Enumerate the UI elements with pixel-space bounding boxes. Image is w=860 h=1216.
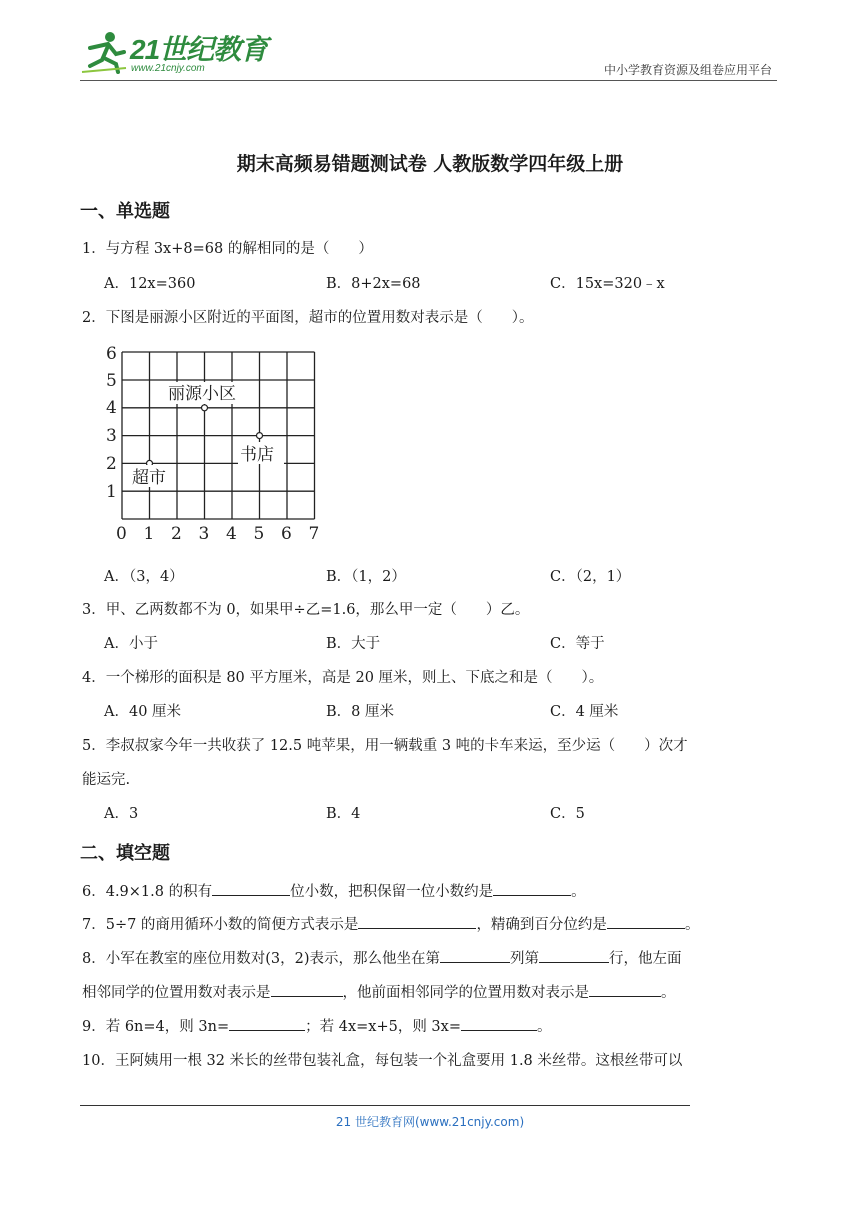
q2-option-c: C．（2，1） [550, 569, 631, 585]
label-supermarket: 超市 [132, 468, 166, 488]
q5-option-b: B．4 [326, 806, 361, 822]
footer-link[interactable]: 21 世纪教育网(www.21cnjy.com) [335, 1115, 525, 1129]
y-tick-4: 4 [106, 398, 117, 418]
header-divider [80, 80, 777, 81]
x-tick-3: 3 [198, 524, 210, 544]
x-tick-0: 0 [116, 524, 127, 544]
blank[interactable] [271, 982, 343, 997]
q4-option-a: A．40 厘米 [104, 704, 182, 720]
q2-option-a: A．（3，4） [104, 569, 184, 585]
q5-option-a: A．3 [104, 806, 139, 822]
question-10: 10．王阿姨用一根 32 米长的丝带包装礼盒，每包装一个礼盒要用 1.8 米丝带。这根丝带可以 [82, 1053, 683, 1069]
q4-option-c: C．4 厘米 [550, 704, 619, 720]
y-tick-5: 5 [106, 371, 117, 391]
x-tick-6: 6 [281, 524, 292, 544]
q1-option-c: C．15x=320﹣x [550, 276, 665, 292]
blank[interactable] [493, 881, 571, 896]
q3-option-c: C．等于 [550, 636, 605, 652]
x-tick-4: 4 [226, 524, 237, 544]
point-bookstore [257, 433, 263, 439]
label-bookstore: 书店 [240, 445, 274, 465]
point-community [202, 405, 208, 411]
x-tick-1: 1 [143, 524, 155, 544]
page-title: 期末高频易错题测试卷 人教版数学四年级上册 [236, 153, 624, 175]
question-4: 4．一个梯形的面积是 80 平方厘米，高是 20 厘米，则上、下底之和是（ ）。 [82, 670, 604, 686]
x-tick-5: 5 [253, 524, 265, 544]
logo-runner-icon [80, 30, 130, 74]
q5-option-c: C．5 [550, 806, 585, 822]
y-tick-3: 3 [106, 426, 117, 446]
question-1: 1．与方程 3x+8=68 的解相同的是（ ） [82, 241, 373, 257]
question-9: 9．若 6n=4，则 3n= ；若 4x=x+5，则 3x= 。 [82, 1015, 551, 1036]
question-8: 8．小军在教室的座位用数对(3，2)表示，那么他坐在第 列第 行，他左面 [82, 947, 682, 968]
q1-option-b: B．8+2x=68 [326, 276, 421, 292]
logo-url: www.21cnjy.com [131, 63, 205, 74]
y-tick-2: 2 [106, 454, 117, 474]
coordinate-grid-map [100, 342, 330, 547]
blank[interactable] [440, 948, 510, 963]
question-5-continued: 能运完. [82, 772, 131, 788]
q4-option-b: B．8 厘米 [326, 704, 394, 720]
blank[interactable] [589, 982, 661, 997]
question-6: 6．4.9×1.8 的积有 位小数，把积保留一位小数约是 。 [82, 880, 586, 901]
question-3: 3．甲、乙两数都不为 0，如果甲÷乙=1.6，那么甲一定（ ）乙。 [82, 602, 530, 618]
y-tick-6: 6 [106, 344, 117, 364]
blank[interactable] [461, 1016, 537, 1031]
blank[interactable] [212, 881, 290, 896]
q1-option-a: A．12x=360 [104, 276, 196, 292]
header-platform-text: 中小学教育资源及组卷应用平台 [603, 63, 772, 77]
blank[interactable] [358, 914, 476, 929]
question-7: 7．5÷7 的商用循环小数的简便方式表示是 ，精确到百分位约是 。 [82, 913, 699, 934]
question-2: 2．下图是丽源小区附近的平面图，超市的位置用数对表示是（ ）。 [82, 310, 534, 326]
y-tick-1: 1 [106, 482, 117, 502]
q2-option-b: B．（1，2） [326, 569, 406, 585]
footer-divider [80, 1105, 690, 1106]
x-tick-2: 2 [171, 524, 182, 544]
q3-option-a: A．小于 [104, 636, 158, 652]
blank[interactable] [229, 1016, 305, 1031]
logo-text: 21世纪教育 [130, 34, 268, 65]
question-8-continued: 相邻同学的位置用数对表示是 ，他前面相邻同学的位置用数对表示是 。 [82, 981, 676, 1002]
blank[interactable] [607, 914, 685, 929]
section-heading-single-choice: 一、单选题 [80, 201, 170, 222]
x-tick-7: 7 [308, 524, 320, 544]
q3-option-b: B．大于 [326, 636, 381, 652]
blank[interactable] [539, 948, 609, 963]
question-5: 5．李叔叔家今年一共收获了 12.5 吨苹果，用一辆载重 3 吨的卡车来运，至少运（ ）次才 [82, 738, 688, 754]
label-community: 丽源小区 [168, 384, 236, 404]
section-heading-fill-blank: 二、填空题 [80, 843, 170, 864]
